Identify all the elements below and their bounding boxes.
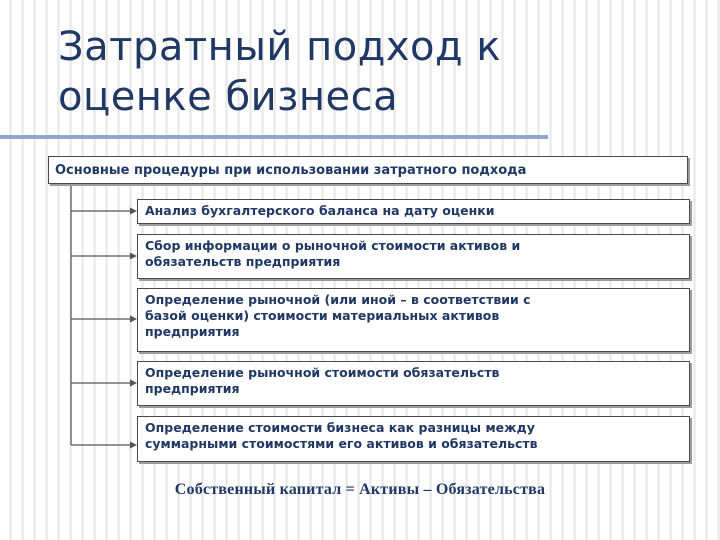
main-procedures-box: Основные процедуры при использовании затратного подхода	[48, 156, 688, 184]
step-box-1: Анализ бухгалтерского баланса на дату оценки	[137, 199, 690, 224]
step-box-2: Сбор информации о рыночной стоимости активов и обязательств предприятия	[137, 234, 690, 279]
slide-title-line-1: Затратный подход к	[58, 24, 502, 70]
step-box-5: Определение стоимости бизнеса как разницы между суммарными стоимостями его активов и обязательств	[137, 416, 690, 462]
step-box-4: Определение рыночной стоимости обязательств предприятия	[137, 361, 690, 406]
step-box-3: Определение рыночной (или иной – в соответствии с базой оценки) стоимости материальных активов предприятия	[137, 288, 690, 352]
equity-formula: Собственный капитал = Активы – Обязательства	[174, 481, 546, 498]
slide-title-line-2: оценке бизнеса	[58, 74, 399, 120]
